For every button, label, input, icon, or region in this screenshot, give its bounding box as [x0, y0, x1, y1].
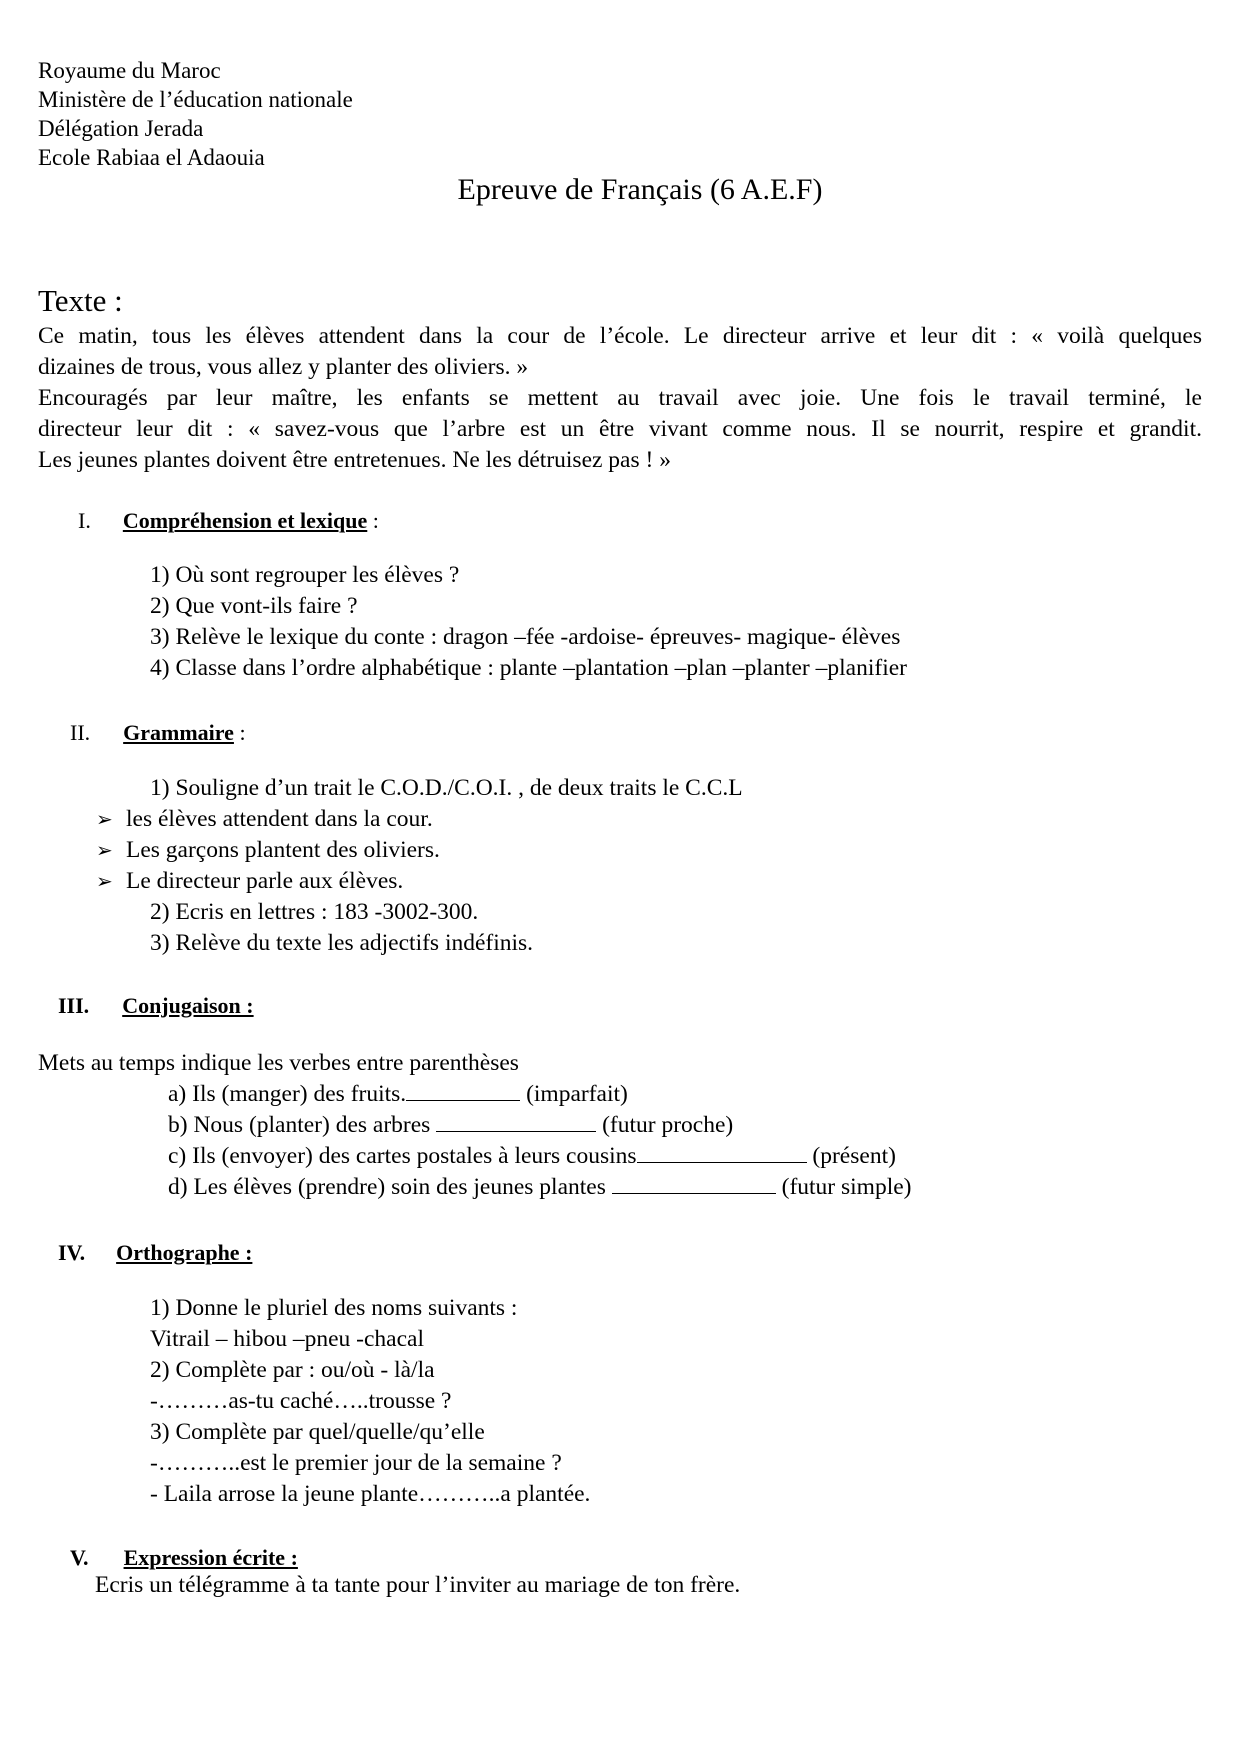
question-item: 3) Relève le lexique du conte : dragon –fée -ardoise- épreuves- magique- élèves: [150, 624, 901, 650]
conjugaison-item: [168, 1143, 896, 1170]
section-expression-heading: [70, 1545, 298, 1571]
conjugaison-item: [168, 1174, 912, 1201]
bullet-item: [96, 837, 440, 864]
answer-blank: [436, 1113, 596, 1132]
section-title: Expression écrite :: [123, 1545, 298, 1570]
texte-line: directeur leur dit : « savez-vous que l’arbre est un être vivant comme nous. Il se nourrit, respire et grandit.: [38, 416, 1202, 442]
section-number: II.: [70, 720, 91, 745]
bullet-text: Le directeur parle aux élèves.: [126, 868, 404, 894]
item-text: a) Ils (manger) des fruits.: [168, 1081, 407, 1107]
texte-paragraph: [38, 321, 1202, 476]
section-number: III.: [58, 993, 90, 1018]
section-number: V.: [70, 1545, 89, 1570]
bullet-item: [96, 806, 433, 833]
header-line-delegation: Délégation Jerada: [38, 116, 204, 141]
orthographe-line: - Laila arrose la jeune plante………..a plantée.: [150, 1481, 591, 1507]
section-grammaire-heading: [70, 720, 246, 746]
answer-blank: [637, 1144, 807, 1163]
item-tense: (futur simple): [775, 1174, 912, 1200]
section-title: Compréhension et lexique: [122, 508, 368, 533]
header-line-ministry: Ministère de l’éducation nationale: [38, 87, 353, 112]
question-item: 1) Où sont regrouper les élèves ?: [150, 562, 460, 588]
header-line-kingdom: Royaume du Maroc: [38, 58, 221, 83]
section-conjugaison-heading: [58, 993, 254, 1019]
header-line-school: Ecole Rabiaa el Adaouia: [38, 145, 265, 170]
orthographe-line: 1) Donne le pluriel des noms suivants :: [150, 1295, 518, 1321]
item-tense: (imparfait): [520, 1081, 628, 1107]
section-title: Conjugaison :: [122, 993, 254, 1018]
section-title: Grammaire: [123, 720, 234, 745]
expression-instruction: Ecris un télégramme à ta tante pour l’inviter au mariage de ton frère.: [95, 1572, 741, 1598]
question-item: 4) Classe dans l’ordre alphabétique : plante –plantation –plan –planter –planifier: [150, 655, 907, 681]
section-suffix: :: [233, 720, 246, 745]
exam-title: Epreuve de Français (6 A.E.F): [457, 173, 823, 206]
bullet-text: Les garçons plantent des oliviers.: [126, 837, 440, 863]
answer-blank: [612, 1175, 776, 1194]
item-text: c) Ils (envoyer) des cartes postales à leurs cousins: [168, 1143, 637, 1169]
conjugaison-intro: Mets au temps indique les verbes entre parenthèses: [38, 1050, 519, 1076]
texte-line: Encouragés par leur maître, les enfants se mettent au travail avec joie. Une fois le travail terminé, le: [38, 385, 1202, 411]
conjugaison-item: [168, 1081, 628, 1108]
section-comprehension-heading: [78, 508, 379, 534]
question-item: 2) Que vont-ils faire ?: [150, 593, 358, 619]
item-text: b) Nous (planter) des arbres: [168, 1112, 437, 1138]
item-tense: (présent): [806, 1143, 896, 1169]
texte-line: dizaines de trous, vous allez y planter des oliviers. »: [38, 354, 529, 380]
orthographe-line: -………..est le premier jour de la semaine ?: [150, 1450, 562, 1476]
section-orthographe-heading: [58, 1240, 252, 1266]
section-number: IV.: [58, 1240, 86, 1265]
item-tense: (futur proche): [596, 1112, 734, 1138]
texte-line: Ce matin, tous les élèves attendent dans la cour de l’école. Le directeur arrive et leur dit : « voilà quelques: [38, 323, 1202, 349]
orthographe-line: Vitrail – hibou –pneu -chacal: [150, 1326, 424, 1352]
arrow-bullet-icon: ➢: [96, 809, 113, 831]
texte-line: Les jeunes plantes doivent être entretenues. Ne les détruisez pas ! »: [38, 447, 671, 473]
bullet-text: les élèves attendent dans la cour.: [126, 806, 433, 832]
item-text: d) Les élèves (prendre) soin des jeunes plantes: [168, 1174, 612, 1200]
bullet-item: [96, 868, 403, 895]
section-suffix: :: [367, 508, 379, 533]
texte-label: Texte :: [38, 283, 123, 318]
question-item: 1) Souligne d’un trait le C.O.D./C.O.I. , de deux traits le C.C.L: [150, 775, 743, 801]
orthographe-line: 2) Complète par : ou/où - là/la: [150, 1357, 435, 1383]
arrow-bullet-icon: ➢: [96, 871, 113, 893]
section-title: Orthographe :: [116, 1240, 253, 1265]
question-item: 2) Ecris en lettres : 183 -3002-300.: [150, 899, 479, 925]
question-item: 3) Relève du texte les adjectifs indéfinis.: [150, 930, 534, 956]
conjugaison-item: [168, 1112, 733, 1139]
orthographe-line: -………as-tu caché…..trousse ?: [150, 1388, 452, 1414]
orthographe-line: 3) Complète par quel/quelle/qu’elle: [150, 1419, 485, 1445]
answer-blank: [406, 1082, 520, 1101]
arrow-bullet-icon: ➢: [96, 840, 113, 862]
section-number: I.: [78, 508, 91, 533]
